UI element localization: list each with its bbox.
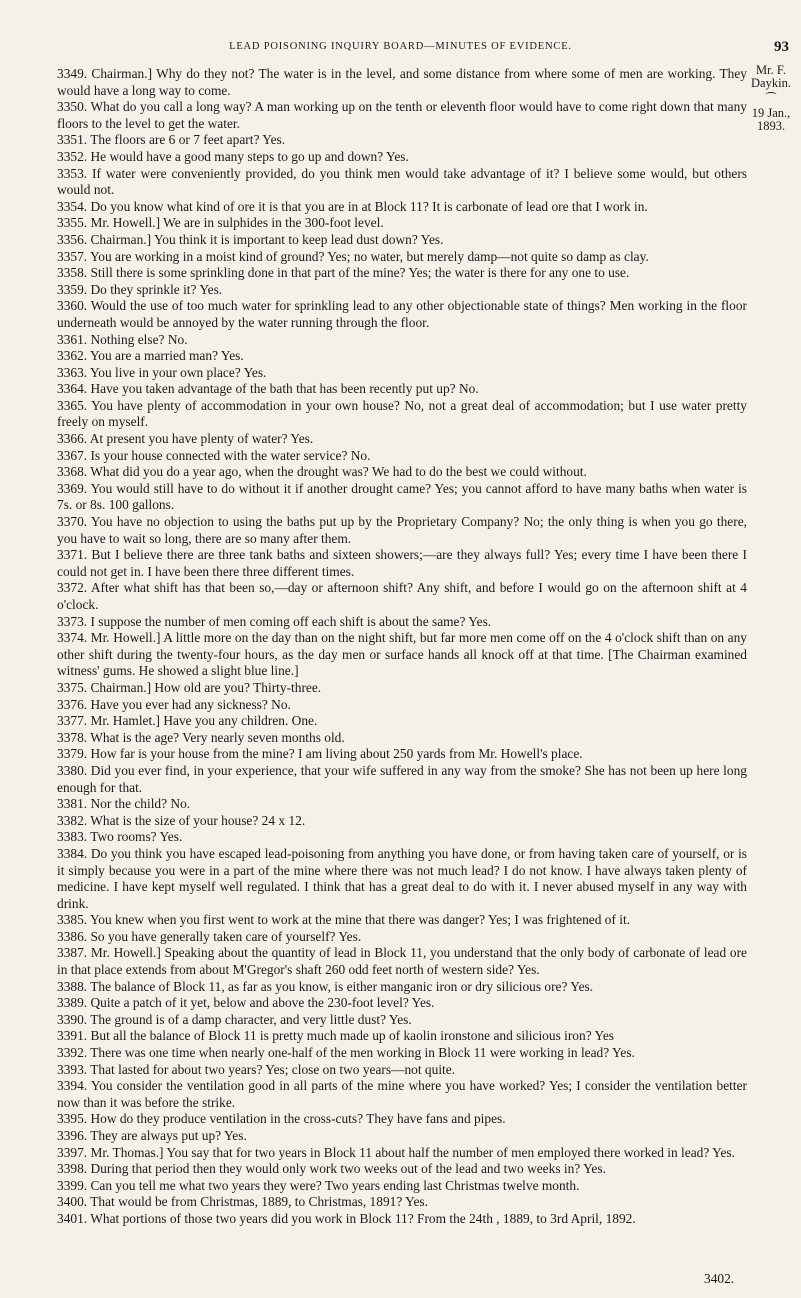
evidence-paragraph: 3360. Would the use of too much water for sprinkling lead to any other objectionable state of things? Men working in the floor underneath would be annoyed by the water running through the floor. (57, 298, 747, 330)
running-header: LEAD POISONING INQUIRY BOARD—MINUTES OF EVIDENCE. (229, 41, 572, 52)
evidence-paragraph: 3383. Two rooms? Yes. (57, 829, 183, 845)
evidence-paragraph: 3368. What did you do a year ago, when the drought was? We had to do the best we could without. (57, 464, 587, 480)
evidence-paragraph: 3354. Do you know what kind of ore it is that you are in at Block 11? It is carbonate of lead ore that I work in. (57, 198, 648, 214)
evidence-paragraph: 3380. Did you ever find, in your experience, that your wife suffered in any way from the smoke? She has not been up here long enough for that. (57, 762, 747, 795)
evidence-paragraph: 3401. What portions of those two years did you work in Block 11? From the 24th , 1889, to 3rd April, 1892. (57, 1210, 636, 1226)
evidence-paragraph: 3372. After what shift has that been so,—day or afternoon shift? Any shift, and before I would go on the afternoon shift at 4 o'clock. (57, 580, 747, 612)
evidence-paragraph: 3382. What is the size of your house? 24 x 12. (57, 812, 306, 828)
evidence-paragraph: 3386. So you have generally taken care of yourself? Yes. (57, 928, 362, 944)
evidence-paragraph: 3381. Nor the child? No. (57, 796, 191, 812)
evidence-paragraph: 3395. How do they produce ventilation in the cross-cuts? They have fans and pipes. (57, 1111, 506, 1127)
evidence-paragraph: 3365. You have plenty of accommodation in your own house? No, not a great deal of accommodation; but I use water pretty freely on myself. (57, 397, 747, 430)
evidence-paragraph: 3385. You knew when you first went to work at the mine that there was danger? Yes; I was frightened of it. (57, 912, 631, 928)
evidence-paragraph: 3392. There was one time when nearly one-half of the men working in Block 11 were working in lead? Yes. (57, 1045, 635, 1061)
evidence-paragraph: 3358. Still there is some sprinkling done in that part of the mine? Yes; the water is there for any one to use. (57, 265, 630, 281)
evidence-paragraph: 3398. During that period then they would only work two weeks out of the lead and two weeks in? Yes. (57, 1161, 606, 1177)
testimony-date: 19 Jan., 1893. (751, 106, 791, 133)
evidence-paragraph: 3349. Chairman.] Why do they not? The water is in the level, and some distance from where some of men are working. They would have a long way to come. (57, 66, 747, 98)
evidence-paragraph: 3393. That lasted for about two years? Yes; close on two years—not quite. (57, 1061, 456, 1077)
evidence-paragraph: 3384. Do you think you have escaped lead-poisoning from anything you have done, or from having taken care of yourself, or is it simply because you were in a part of the mine where there was not much lead? I do not know. I have always taken plenty of medicine. I have kept myself well regulated. I think that has a great deal to do with it. I never abused myself in any way with drink. (57, 845, 747, 911)
next-question-number: 3402. (704, 1271, 735, 1286)
evidence-paragraph: 3361. Nothing else? No. (57, 331, 188, 347)
evidence-paragraph: 3370. You have no objection to using the baths put up by the Proprietary Company? No; the only thing is when you go there, you have to wait so long, there are so many after them. (57, 514, 747, 546)
evidence-paragraph: 3375. Chairman.] How old are you? Thirty-three. (57, 679, 322, 695)
evidence-paragraph: 3390. The ground is of a damp character, and very little dust? Yes. (57, 1011, 412, 1027)
evidence-paragraph: 3367. Is your house connected with the water service? No. (57, 447, 371, 463)
evidence-paragraph: 3378. What is the age? Very nearly seven months old. (57, 729, 345, 745)
evidence-paragraph: 3353. If water were conveniently provided, do you think men would take advantage of it? I believe some would, but others would not. (57, 165, 747, 198)
evidence-paragraph: 3359. Do they sprinkle it? Yes. (57, 281, 223, 297)
evidence-paragraph: 3377. Mr. Hamlet.] Have you any children. One. (57, 713, 318, 729)
evidence-paragraph: 3394. You consider the ventilation good in all parts of the mine where you have worked? Yes; I consider the ventilation better now than it was before the strike. (57, 1078, 747, 1110)
evidence-paragraph: 3387. Mr. Howell.] Speaking about the quantity of lead in Block 11, you understand that the only body of carbonate of lead ore in that place extends from about M'Gregor's shaft 260 odd feet north of western side? Yes. (57, 945, 747, 978)
evidence-paragraph: 3373. I suppose the number of men coming off each shift is about the same? Yes. (57, 613, 492, 629)
evidence-paragraph: 3376. Have you ever had any sickness? No. (57, 696, 291, 712)
evidence-paragraph: 3362. You are a married man? Yes. (57, 348, 244, 364)
evidence-paragraph: 3356. Chairman.] You think it is important to keep lead dust down? Yes. (57, 231, 444, 247)
evidence-paragraph: 3355. Mr. Howell.] We are in sulphides in the 300-foot level. (57, 215, 384, 231)
evidence-paragraph: 3399. Can you tell me what two years they were? Two years ending last Christmas twelve month. (57, 1177, 580, 1193)
evidence-paragraph: 3379. How far is your house from the mine? I am living about 250 yards from Mr. Howell's place. (57, 746, 583, 762)
evidence-paragraph: 3363. You live in your own place? Yes. (57, 364, 267, 380)
evidence-paragraph: 3371. But I believe there are three tank baths and sixteen showers;—are they always full? Yes; every time I have been there I could not get in. I have been there three different times. (57, 547, 747, 579)
evidence-paragraph: 3351. The floors are 6 or 7 feet apart? Yes. (57, 132, 286, 148)
evidence-paragraph: 3366. At present you have plenty of water? Yes. (57, 431, 314, 447)
page-number: 93 (774, 39, 789, 55)
evidence-paragraph: 3350. What do you call a long way? A man working up on the tenth or eleventh floor would have to come right down that many floors to the level to get the water. (57, 99, 747, 131)
evidence-paragraph: 3389. Quite a patch of it yet, below and above the 230-foot level? Yes. (57, 995, 435, 1011)
minutes-text (57, 66, 747, 1228)
brace-mark: ⁀ (766, 92, 776, 106)
evidence-paragraph: 3357. You are working in a moist kind of ground? Yes; no water, but merely damp—not quite so damp as clay. (57, 248, 649, 264)
witness-name: Mr. F. Daykin. (751, 63, 791, 90)
evidence-paragraph: 3396. They are always put up? Yes. (57, 1128, 247, 1143)
evidence-paragraph: 3400. That would be from Christmas, 1889, to Christmas, 1891? Yes. (57, 1194, 428, 1210)
evidence-paragraph: 3388. The balance of Block 11, as far as you know, is either manganic iron or dry silicious ore? Yes. (57, 978, 594, 994)
evidence-paragraph: 3397. Mr. Thomas.] You say that for two years in Block 11 about half the number of men employed there worked in lead? Yes. (57, 1144, 735, 1160)
evidence-paragraph: 3369. You would still have to do without it if another drought came? Yes; you cannot afford to have many baths when water is 7s. or 8s. 100 gallons. (57, 480, 747, 513)
evidence-paragraph: 3391. But all the balance of Block 11 is pretty much made up of kaolin ironstone and silicious iron? Yes (57, 1028, 614, 1044)
evidence-paragraph: 3374. Mr. Howell.] A little more on the day than on the night shift, but far more men come off on the 4 o'clock shift than on any other shift during the twenty-four hours, as the day men or surface hands all knock off at that time. [The Chairman examined witness' gums. He showed a slight blue line.] (57, 630, 747, 679)
evidence-paragraph: 3352. He would have a good many steps to go up and down? Yes. (57, 148, 409, 164)
margin-note (742, 64, 800, 133)
evidence-paragraph: 3364. Have you taken advantage of the bath that has been recently put up? No. (57, 381, 479, 397)
